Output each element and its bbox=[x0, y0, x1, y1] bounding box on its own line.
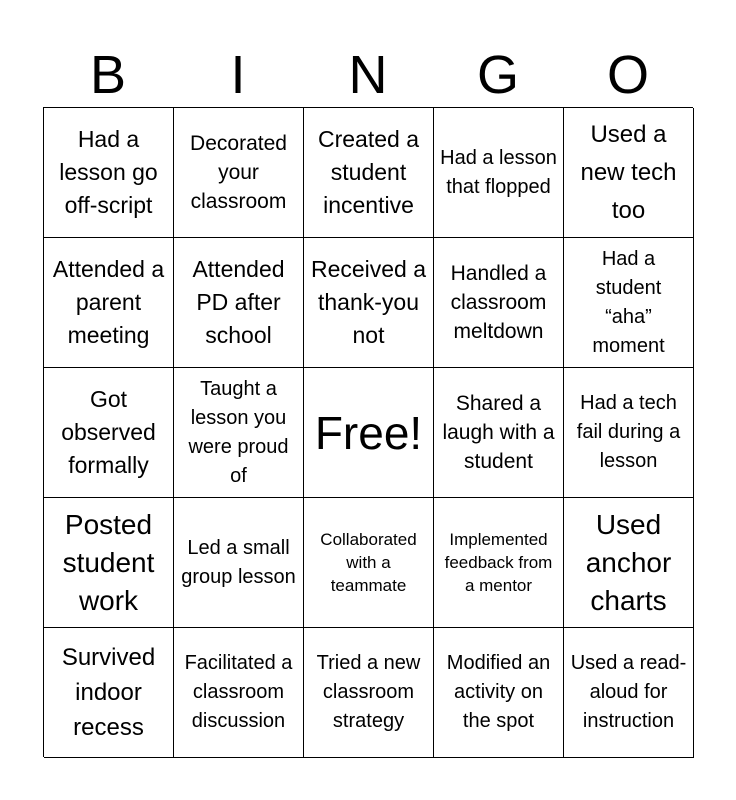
bingo-cell bbox=[174, 368, 304, 498]
bingo-header bbox=[43, 44, 693, 106]
cell-text: Facilitated a classroom discussion bbox=[184, 652, 293, 732]
cell-text: Decorated your classroom bbox=[190, 132, 287, 213]
bingo-cell bbox=[44, 628, 174, 758]
cell-text: Received a thank-you not bbox=[310, 256, 427, 348]
bingo-cell bbox=[174, 108, 304, 238]
cell-text: Led a small group lesson bbox=[181, 536, 296, 588]
bingo-cell bbox=[174, 628, 304, 758]
bingo-cell bbox=[304, 238, 434, 368]
bingo-cell bbox=[434, 238, 564, 368]
cell-text: Used anchor charts bbox=[585, 508, 672, 616]
cell-text: Had a student “aha” moment bbox=[592, 247, 665, 357]
cell-text: Had a tech fail during a lesson bbox=[576, 392, 681, 472]
bingo-cell bbox=[44, 238, 174, 368]
cell-text: Collaborated with a teammate bbox=[320, 530, 417, 595]
header-letter-g: G bbox=[476, 45, 519, 105]
cell-text: Modified an activity on the spot bbox=[446, 652, 551, 732]
bingo-cell bbox=[564, 368, 694, 498]
cell-text: Got observed formally bbox=[61, 386, 156, 478]
bingo-cell bbox=[304, 628, 434, 758]
cell-text: Posted student work bbox=[62, 508, 155, 616]
free-space-text: Free! bbox=[314, 406, 423, 459]
bingo-cell bbox=[564, 628, 694, 758]
bingo-cell bbox=[564, 108, 694, 238]
cell-text: Had a lesson that flopped bbox=[440, 146, 557, 198]
header-letter-o: O bbox=[606, 45, 649, 105]
bingo-cell bbox=[434, 108, 564, 238]
cell-text: Had a lesson go off-script bbox=[59, 126, 158, 218]
header-letter-i: I bbox=[230, 45, 246, 105]
bingo-cell bbox=[174, 498, 304, 628]
bingo-cell-free bbox=[304, 368, 434, 498]
bingo-cell bbox=[434, 628, 564, 758]
bingo-cell bbox=[434, 368, 564, 498]
bingo-cell bbox=[304, 108, 434, 238]
cell-text: Tried a new classroom strategy bbox=[316, 652, 421, 732]
cell-text: Used a read-aloud for instruction bbox=[570, 652, 687, 732]
bingo-cell bbox=[44, 108, 174, 238]
bingo-cell bbox=[434, 498, 564, 628]
header-letter-b: B bbox=[89, 45, 127, 105]
bingo-grid bbox=[43, 107, 693, 757]
cell-text: Shared a laugh with a student bbox=[442, 392, 555, 473]
bingo-cell bbox=[564, 498, 694, 628]
cell-text: Handled a classroom meltdown bbox=[450, 262, 547, 343]
cell-text: Implemented feedback from a mentor bbox=[444, 530, 553, 595]
header-letter-n: N bbox=[348, 45, 388, 105]
cell-text: Used a new tech too bbox=[580, 120, 677, 224]
cell-text: Taught a lesson you were proud of bbox=[188, 377, 289, 487]
bingo-cell bbox=[304, 498, 434, 628]
cell-text: Attended a parent meeting bbox=[52, 256, 165, 348]
bingo-cell bbox=[44, 498, 174, 628]
cell-text: Survived indoor recess bbox=[61, 644, 156, 741]
bingo-cell bbox=[174, 238, 304, 368]
bingo-cell bbox=[44, 368, 174, 498]
cell-text: Attended PD after school bbox=[192, 256, 285, 348]
bingo-cell bbox=[564, 238, 694, 368]
cell-text: Created a student incentive bbox=[317, 126, 419, 218]
